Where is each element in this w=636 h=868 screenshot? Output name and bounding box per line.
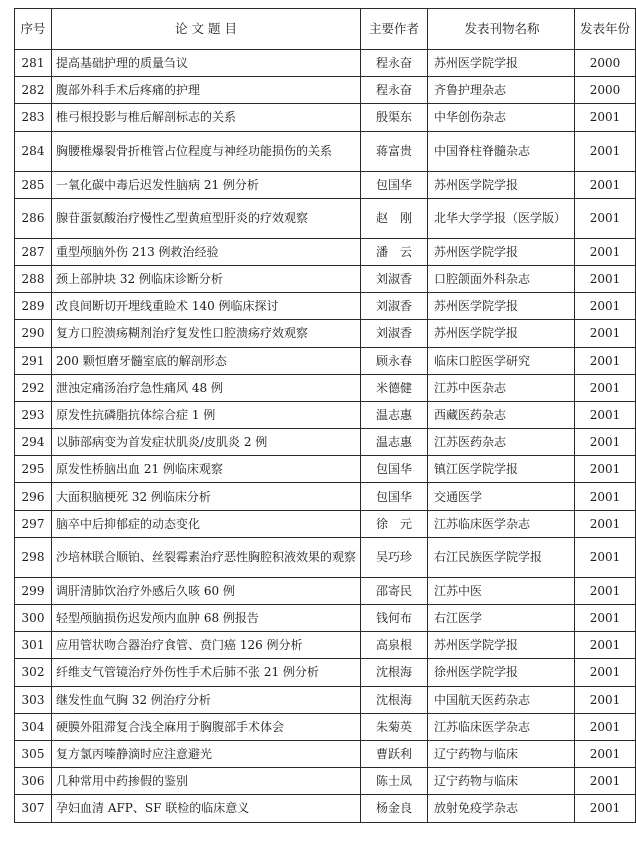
cell-title: 调肝清肺饮治疗外感后久咳 60 例: [52, 577, 361, 604]
cell-no: 290: [15, 320, 52, 347]
table-row: [15, 131, 636, 171]
table-row: [15, 537, 636, 577]
cell-year: 2001: [575, 686, 636, 713]
cell-author: 温志惠: [361, 429, 428, 456]
cell-year: 2001: [575, 429, 636, 456]
table-row: [15, 632, 636, 659]
cell-title: 胸腰椎爆裂骨折椎管占位程度与神经功能损伤的关系: [52, 131, 361, 171]
cell-year: 2001: [575, 510, 636, 537]
cell-year: 2001: [575, 320, 636, 347]
cell-author: 沈根海: [361, 659, 428, 686]
cell-year: 2001: [575, 768, 636, 795]
cell-title: 腹部外科手术后疼痛的护理: [52, 77, 361, 104]
table-row: [15, 293, 636, 320]
table-row: [15, 429, 636, 456]
cell-author: 邵寄民: [361, 577, 428, 604]
cell-title: 腺苷蛋氨酸治疗慢性乙型黄疸型肝炎的疗效观察: [52, 198, 361, 238]
cell-author: 包国华: [361, 483, 428, 510]
table-row: [15, 401, 636, 428]
cell-journal: 江苏中医: [428, 577, 575, 604]
cell-no: 287: [15, 238, 52, 265]
cell-year: 2001: [575, 293, 636, 320]
cell-journal: 右江民族医学院学报: [428, 537, 575, 577]
cell-journal: 交通医学: [428, 483, 575, 510]
cell-year: 2001: [575, 374, 636, 401]
cell-title: 椎弓根投影与椎后解剖标志的关系: [52, 104, 361, 131]
cell-journal: 徐州医学院学报: [428, 659, 575, 686]
cell-author: 米德健: [361, 374, 428, 401]
table-row: [15, 795, 636, 822]
cell-journal: 齐鲁护理杂志: [428, 77, 575, 104]
cell-year: 2001: [575, 401, 636, 428]
cell-title: 孕妇血清 AFP、SF 联检的临床意义: [52, 795, 361, 822]
cell-author: 包国华: [361, 171, 428, 198]
cell-title: 大面积脑梗死 32 例临床分析: [52, 483, 361, 510]
cell-title: 硬膜外阻滞复合浅全麻用于胸腹部手术体会: [52, 713, 361, 740]
cell-no: 304: [15, 713, 52, 740]
cell-journal: 江苏临床医学杂志: [428, 713, 575, 740]
table-header-row: [15, 9, 636, 50]
cell-no: 293: [15, 401, 52, 428]
header-year: 发表年份: [575, 9, 636, 50]
cell-journal: 临床口腔医学研究: [428, 347, 575, 374]
publication-table: [14, 8, 636, 823]
cell-year: 2001: [575, 740, 636, 767]
cell-author: 陈士凤: [361, 768, 428, 795]
cell-year: 2001: [575, 483, 636, 510]
cell-author: 潘 云: [361, 238, 428, 265]
cell-title: 改良间断切开埋线重睑术 140 例临床探讨: [52, 293, 361, 320]
cell-no: 297: [15, 510, 52, 537]
cell-journal: 右江医学: [428, 605, 575, 632]
cell-author: 赵 刚: [361, 198, 428, 238]
table-row: [15, 577, 636, 604]
cell-journal: 北华大学学报（医学版）: [428, 198, 575, 238]
cell-year: 2001: [575, 171, 636, 198]
cell-no: 289: [15, 293, 52, 320]
cell-title: 复方氯丙嗪静滴时应注意避光: [52, 740, 361, 767]
cell-no: 300: [15, 605, 52, 632]
cell-author: 温志惠: [361, 401, 428, 428]
cell-no: 284: [15, 131, 52, 171]
table-row: [15, 740, 636, 767]
cell-journal: 放射免疫学杂志: [428, 795, 575, 822]
cell-year: 2001: [575, 238, 636, 265]
cell-journal: 镇江医学院学报: [428, 456, 575, 483]
cell-author: 钱何布: [361, 605, 428, 632]
cell-journal: 江苏医药杂志: [428, 429, 575, 456]
cell-author: 顾永春: [361, 347, 428, 374]
cell-author: 蒋富贵: [361, 131, 428, 171]
cell-title: 沙培林联合顺铂、丝裂霉素治疗恶性胸腔积液效果的观察: [52, 537, 361, 577]
cell-title: 几种常用中药掺假的鉴别: [52, 768, 361, 795]
cell-title: 应用管状吻合器治疗食管、贲门癌 126 例分析: [52, 632, 361, 659]
header-title: 论 文 题 目: [52, 9, 361, 50]
cell-journal: 中国脊柱脊髓杂志: [428, 131, 575, 171]
cell-author: 吴巧珍: [361, 537, 428, 577]
cell-year: 2001: [575, 347, 636, 374]
cell-journal: 江苏中医杂志: [428, 374, 575, 401]
cell-no: 303: [15, 686, 52, 713]
cell-no: 281: [15, 50, 52, 77]
cell-author: 曹跃利: [361, 740, 428, 767]
table-row: [15, 347, 636, 374]
cell-author: 刘淑香: [361, 320, 428, 347]
cell-year: 2001: [575, 131, 636, 171]
cell-title: 继发性血气胸 32 例治疗分析: [52, 686, 361, 713]
table-row: [15, 104, 636, 131]
cell-title: 原发性抗磷脂抗体综合症 1 例: [52, 401, 361, 428]
cell-journal: 辽宁药物与临床: [428, 740, 575, 767]
cell-title: 泄浊定痛汤治疗急性痛风 48 例: [52, 374, 361, 401]
cell-year: 2000: [575, 50, 636, 77]
cell-no: 285: [15, 171, 52, 198]
table-row: [15, 374, 636, 401]
cell-author: 刘淑香: [361, 293, 428, 320]
cell-year: 2001: [575, 577, 636, 604]
cell-year: 2001: [575, 537, 636, 577]
cell-journal: 西藏医药杂志: [428, 401, 575, 428]
cell-author: 程永奋: [361, 77, 428, 104]
cell-title: 一氧化碳中毒后迟发性脑病 21 例分析: [52, 171, 361, 198]
cell-year: 2001: [575, 713, 636, 740]
cell-author: 包国华: [361, 456, 428, 483]
header-no: 序号: [15, 9, 52, 50]
cell-title: 原发性桥脑出血 21 例临床观察: [52, 456, 361, 483]
cell-no: 295: [15, 456, 52, 483]
table-row: [15, 198, 636, 238]
cell-no: 282: [15, 77, 52, 104]
cell-no: 283: [15, 104, 52, 131]
table-row: [15, 50, 636, 77]
cell-title: 以肺部病变为首发症状肌炎/皮肌炎 2 例: [52, 429, 361, 456]
cell-author: 沈根海: [361, 686, 428, 713]
cell-year: 2001: [575, 198, 636, 238]
cell-no: 286: [15, 198, 52, 238]
table-body: [15, 50, 636, 823]
cell-title: 复方口腔溃疡糊剂治疗复发性口腔溃疡疗效观察: [52, 320, 361, 347]
cell-title: 纤维支气管镜治疗外伤性手术后肺不张 21 例分析: [52, 659, 361, 686]
cell-no: 307: [15, 795, 52, 822]
cell-author: 刘淑香: [361, 265, 428, 292]
cell-author: 程永奋: [361, 50, 428, 77]
cell-journal: 中华创伤杂志: [428, 104, 575, 131]
cell-title: 轻型颅脑损伤迟发颅内血肿 68 例报告: [52, 605, 361, 632]
cell-journal: 江苏临床医学杂志: [428, 510, 575, 537]
cell-year: 2001: [575, 795, 636, 822]
cell-journal: 苏州医学院学报: [428, 238, 575, 265]
table-row: [15, 77, 636, 104]
cell-journal: 苏州医学院学报: [428, 320, 575, 347]
cell-author: 朱菊英: [361, 713, 428, 740]
cell-journal: 苏州医学院学报: [428, 632, 575, 659]
cell-no: 305: [15, 740, 52, 767]
cell-author: 高泉根: [361, 632, 428, 659]
cell-journal: 口腔颌面外科杂志: [428, 265, 575, 292]
cell-no: 291: [15, 347, 52, 374]
cell-title: 颈上部肿块 32 例临床诊断分析: [52, 265, 361, 292]
cell-no: 296: [15, 483, 52, 510]
cell-journal: 中国航天医药杂志: [428, 686, 575, 713]
header-author: 主要作者: [361, 9, 428, 50]
cell-no: 294: [15, 429, 52, 456]
cell-no: 306: [15, 768, 52, 795]
table-row: [15, 483, 636, 510]
cell-no: 288: [15, 265, 52, 292]
cell-no: 298: [15, 537, 52, 577]
cell-author: 杨金良: [361, 795, 428, 822]
cell-title: 200 颗恒磨牙髓室底的解剖形态: [52, 347, 361, 374]
table-row: [15, 605, 636, 632]
cell-year: 2001: [575, 632, 636, 659]
cell-no: 302: [15, 659, 52, 686]
table-row: [15, 713, 636, 740]
cell-journal: 苏州医学院学报: [428, 50, 575, 77]
cell-author: 殷渠东: [361, 104, 428, 131]
table-row: [15, 265, 636, 292]
cell-no: 292: [15, 374, 52, 401]
table-row: [15, 238, 636, 265]
cell-year: 2001: [575, 456, 636, 483]
cell-journal: 苏州医学院学报: [428, 293, 575, 320]
cell-year: 2001: [575, 659, 636, 686]
cell-author: 徐 元: [361, 510, 428, 537]
table-row: [15, 510, 636, 537]
table-row: [15, 768, 636, 795]
cell-year: 2000: [575, 77, 636, 104]
cell-no: 299: [15, 577, 52, 604]
table-row: [15, 456, 636, 483]
cell-year: 2001: [575, 104, 636, 131]
header-journal: 发表刊物名称: [428, 9, 575, 50]
table-row: [15, 171, 636, 198]
table-row: [15, 659, 636, 686]
table-row: [15, 686, 636, 713]
cell-no: 301: [15, 632, 52, 659]
cell-title: 脑卒中后抑郁症的动态变化: [52, 510, 361, 537]
cell-journal: 辽宁药物与临床: [428, 768, 575, 795]
table-row: [15, 320, 636, 347]
cell-journal: 苏州医学院学报: [428, 171, 575, 198]
cell-year: 2001: [575, 605, 636, 632]
cell-title: 重型颅脑外伤 213 例救治经验: [52, 238, 361, 265]
cell-year: 2001: [575, 265, 636, 292]
cell-title: 提高基础护理的质量刍议: [52, 50, 361, 77]
